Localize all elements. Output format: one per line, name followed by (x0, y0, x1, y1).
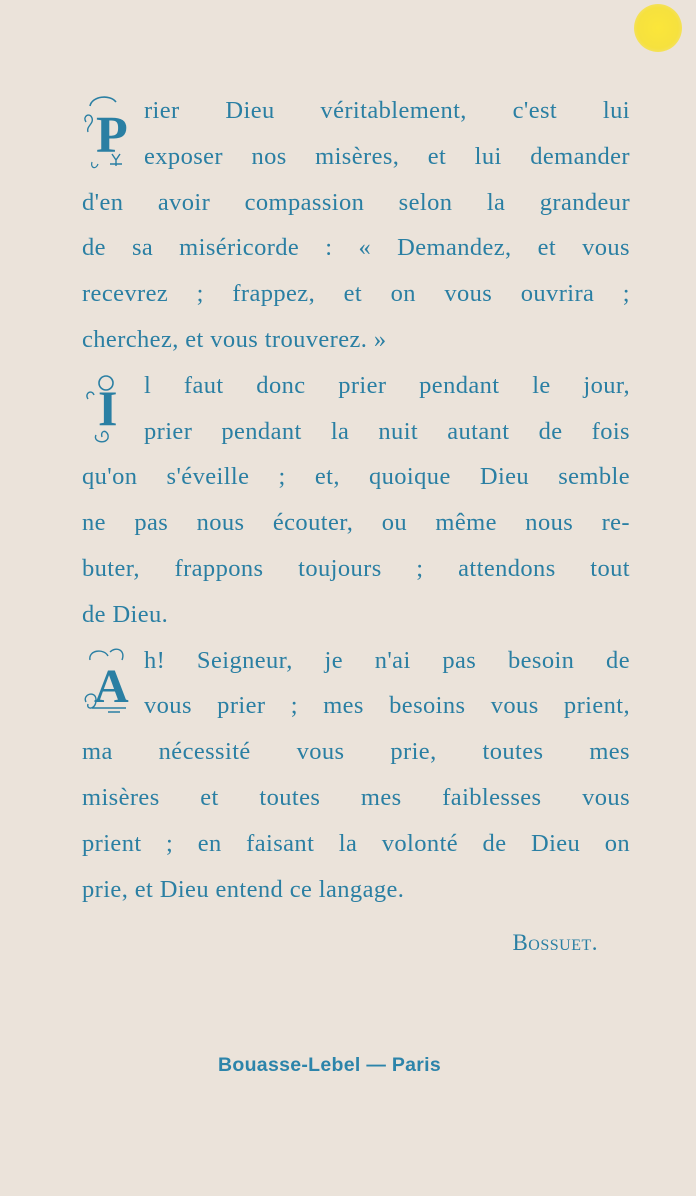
author-signature: Bossuet. (512, 930, 598, 955)
text-line: prie, et Dieu entend ce langage. (82, 875, 405, 903)
svg-text:P: P (96, 107, 128, 164)
text-line: l faut donc prier pendant le jour, (144, 371, 630, 399)
text-line: qu'on s'éveille ; et, quoique Dieu semble (82, 463, 630, 491)
text-line: buter, frappons toujours ; attendons tout (82, 554, 630, 582)
text-line: de Dieu. (82, 600, 169, 628)
ornate-dropcap-i-icon (82, 365, 138, 449)
text-line: exposer nos misères, et lui demander (144, 142, 630, 170)
text-line: prient ; en faisant la volonté de Dieu on (82, 829, 630, 857)
text-line: prier pendant la nuit autant de fois (144, 417, 630, 445)
text-line: misères et toutes mes faiblesses vous (82, 783, 630, 811)
prayer-text (82, 88, 630, 912)
text-line: vous prier ; mes besoins vous prient, (144, 692, 630, 720)
svg-text:A: A (94, 659, 129, 713)
text-line: rier Dieu véritablement, c'est lui (144, 97, 630, 124)
text-line: h! Seigneur, je n'ai pas besoin de (144, 646, 630, 674)
paragraph-2 (82, 363, 630, 638)
text-line: cherchez, et vous trouverez. » (82, 325, 387, 353)
yellow-sticker-dot (634, 4, 682, 52)
text-line: d'en avoir compassion selon la grandeur (82, 188, 630, 216)
ornate-dropcap-p-icon (82, 92, 138, 176)
svg-text:I: I (98, 379, 118, 436)
paragraph-1 (82, 88, 630, 363)
dropcap-a-glyph-icon (82, 640, 138, 724)
dropcap-i-glyph-icon (82, 365, 138, 449)
ornate-dropcap-a-icon (82, 640, 138, 724)
dropcap-p-glyph-icon (82, 92, 138, 176)
text-line: recevrez ; frappez, et on vous ouvrira ; (82, 280, 630, 308)
text-line: de sa miséricorde : « Demandez, et vous (82, 234, 630, 262)
text-line: ne pas nous écouter, ou même nous re- (82, 509, 630, 537)
publisher-imprint: Bouasse-Lebel — Paris (218, 1054, 442, 1076)
text-line: ma nécessité vous prie, toutes mes (82, 738, 630, 766)
paragraph-3 (82, 638, 630, 913)
